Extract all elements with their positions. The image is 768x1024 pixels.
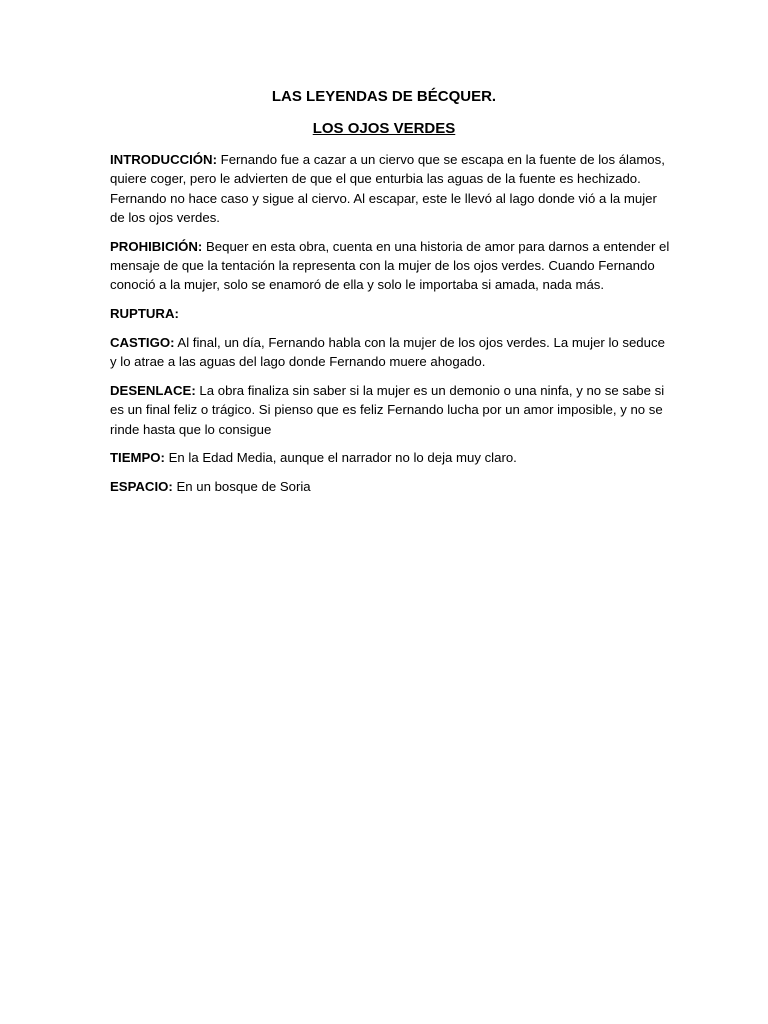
section-text: En un bosque de Soria	[172, 479, 311, 495]
section-text: Al final, un día, Fernando habla con la mujer de los ojos verdes. La mujer lo seduce y lo atrae a las aguas del lago donde Fernando muere ahogado.	[110, 334, 665, 370]
section-text: En la Edad Media, aunque el narrador no lo deja muy claro.	[164, 450, 517, 466]
section-label: ESPACIO:	[110, 479, 173, 495]
section-label: TIEMPO:	[110, 450, 165, 466]
section-ruptura	[110, 304, 670, 323]
section-text: Bequer en esta obra, cuenta en una historia de amor para darnos a entender el mensaje de que la tentación la representa con la mujer de los ojos verdes. Cuando Fernando conoció a la mujer, solo se enamoró de ella y solo le importaba si amada, nada más.	[110, 238, 670, 293]
section-prohibicion	[110, 237, 670, 295]
section-espacio	[110, 477, 670, 496]
section-text: Fernando fue a cazar a un ciervo que se escapa en la fuente de los álamos, quiere coger, pero le advierten de que el que enturbia las aguas de la fuente es hechizado. Fernando no hace caso y sigue al ciervo. Al escapar, este le llevó al lago donde vió a la mujer de los ojos verdes.	[110, 152, 665, 225]
section-label: RUPTURA:	[110, 306, 179, 322]
section-label: PROHIBICIÓN:	[110, 238, 203, 254]
document-title: LAS LEYENDAS DE BÉCQUER.	[271, 88, 497, 105]
section-label: DESENLACE:	[110, 382, 196, 398]
section-label: INTRODUCCIÓN:	[110, 152, 217, 167]
section-tiempo	[110, 448, 670, 467]
section-text: La obra finaliza sin saber si la mujer es un demonio o una ninfa, y no se sabe si es un final feliz o trágico. Si pienso que es feliz Fernando lucha por un amor imposible, y no se rinde hasta que lo consigue	[110, 382, 665, 437]
document-subtitle: LOS OJOS VERDES	[312, 120, 456, 137]
section-desenlace	[110, 381, 670, 439]
section-castigo	[110, 333, 670, 372]
section-introduccion	[110, 150, 670, 227]
document-body	[110, 150, 670, 506]
section-label: CASTIGO:	[110, 334, 175, 350]
